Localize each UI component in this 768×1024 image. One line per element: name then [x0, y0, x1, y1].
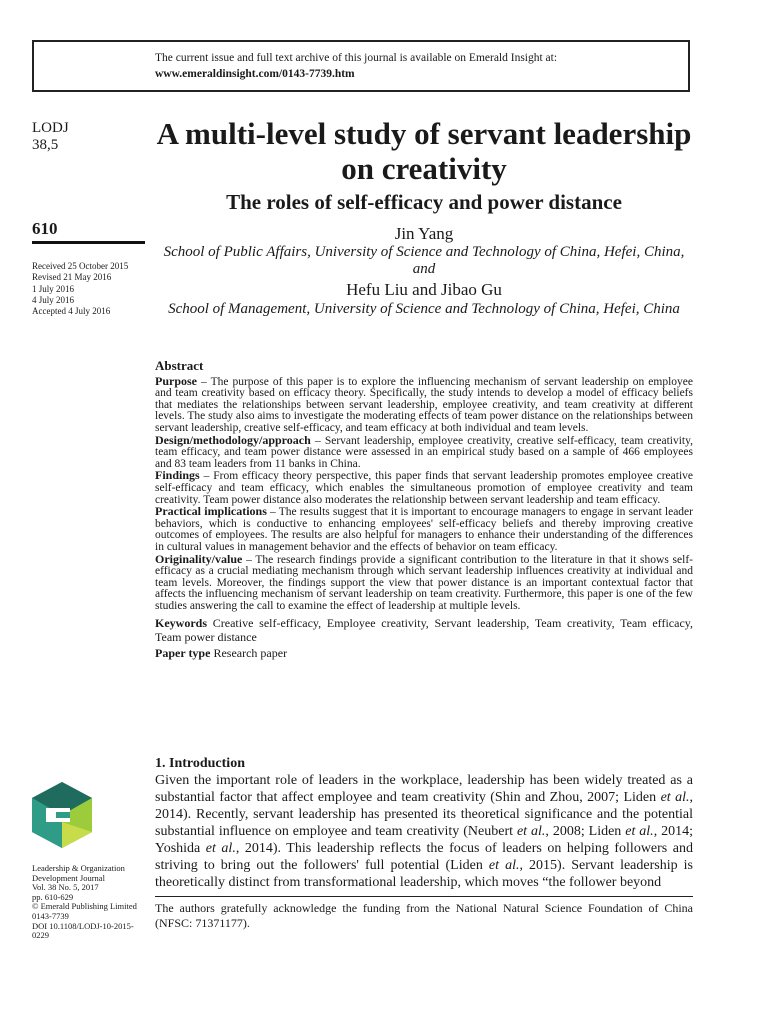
emerald-publisher-logo-icon: [32, 782, 92, 848]
journal-info-box: [32, 40, 690, 92]
date-received: Received 25 October 2015: [32, 261, 129, 271]
journal-code: [32, 120, 69, 154]
author-1-name: Jin Yang: [394, 224, 454, 243]
journal-name-line-2: Development Journal: [32, 872, 105, 883]
date-revised-2: 1 July 2016: [32, 283, 75, 294]
issn: 0143-7739: [32, 910, 69, 921]
journal-name-line-1: Leadership & Organization: [32, 863, 125, 873]
publication-metadata: [32, 864, 150, 941]
article-title: A multi-level study of servant leadership on creativity: [156, 116, 692, 186]
footnote-rule: [155, 896, 693, 897]
abstract-purpose: Purpose – The purpose of this paper is to explore the influencing mechanism of servant leadership on employee and team creativity based on efficacy theory. Specifically, the study intends to develop a model of efficacy beliefs that mediates the relationships between servant leadership, employee creativity, and team creativity at different levels. The study also aims to investigate the moderating effects of team power distance on the relationships between servant leadership, creative self-efficacy, and team efficacy at both individual and team levels.: [155, 373, 694, 434]
abstract-heading: Abstract: [155, 358, 204, 373]
abstract-originality: Originality/value – The research findings provide a significant contribution to the literature in that it shows self-efficacy as a crucial mediating mechanism through which servant leadership influences creativity at individual and team levels. Moreover, the findings support the view that power distance is an important contextual factor that affects the influencing mechanism of servant leadership on team creativity. Furthermore, this paper is one of the few studies answering the call to examine the effect of leadership at multiple levels.: [155, 551, 693, 612]
abstract-findings: Findings – From efficacy theory perspective, this paper finds that servant leadership promotes employee creative self-efficacy and team efficacy, which enables the simultaneous promotion of employee creativity and team creativity. Team power distance also moderates the relationship between servant leadership and team efficacy.: [155, 468, 693, 506]
introduction-paragraph: Given the important role of leaders in the workplace, leadership has been widely treated as a substantial factor that affect employee and team creativity (Shin and Zhou, 2007; Liden et al., 2014). Recently, servant leadership has presented its theoretical significance and the potential substantial influence on employee and team creativity (Neubert et al., 2008; Liden et al., 2014; Yoshida et al., 2014). This leadership reflects the focus of leaders on helping followers and striving to bring out the followers' full potential (Liden et al., 2015). Servant leadership is theoretically distinct from transformational leadership, which moves “the follower beyond: [155, 773, 694, 890]
page-number: 610: [32, 219, 58, 238]
date-accepted: Accepted 4 July 2016: [32, 306, 111, 317]
page-range: pp. 610-629: [32, 891, 74, 902]
copyright: © Emerald Publishing Limited: [32, 901, 137, 912]
page-number-rule: [32, 241, 145, 244]
author-1-affiliation: School of Public Affairs, University of Science and Technology of China, Hefei, China, and: [163, 244, 685, 277]
date-revised-3: 4 July 2016: [32, 294, 75, 305]
journal-url-link[interactable]: www.emeraldinsight.com/0143-7739.htm: [155, 68, 355, 80]
section-heading-introduction: 1. Introduction: [155, 756, 245, 771]
author-2-affiliation: School of Management, University of Science and Technology of China, Hefei, China: [168, 301, 680, 317]
doi: DOI 10.1108/LODJ-10-2015-0229: [32, 920, 134, 941]
journal-volume: 38,5: [32, 137, 59, 153]
article-subtitle: The roles of self-efficacy and power distance: [226, 190, 622, 214]
funding-footnote: The authors gratefully acknowledge the funding from the National Natural Science Foundation of China (NFSC: 71371177).: [155, 901, 693, 930]
abstract-section: [155, 360, 693, 660]
journal-abbreviation: LODJ: [32, 120, 69, 136]
abstract-paper-type: Paper type Research paper: [155, 646, 288, 661]
abstract-keywords: Keywords Creative self-efficacy, Employee creativity, Servant leadership, Team creativity, Team efficacy, Team power distance: [155, 616, 693, 645]
submission-dates: [32, 261, 150, 317]
author-2-names: Hefu Liu and Jibao Gu: [346, 280, 502, 299]
abstract-practical: Practical implications – The results suggest that it is important to encourage managers to engage in servant leader behaviors, which is conductive to enhancing employees' self-efficacy beliefs and thereby improving creative outcomes of employees. The results are also helpful for managers to enhance their understanding of the differences in cultural values in management behavior and the effects of behavior on team efficacy.: [155, 504, 693, 553]
date-revised: Revised 21 May 2016: [32, 272, 112, 283]
volume-issue: Vol. 38 No. 5, 2017: [32, 882, 99, 893]
journal-info-text: The current issue and full text archive of this journal is available on Emerald Insight at:: [155, 52, 558, 64]
abstract-design: Design/methodology/approach – Servant leadership, employee creativity, creative self-efficacy, team creativity, team efficacy, and team power distance were assessed in an empirical study based on a sample of 466 employees and 83 team leaders from 11 banks in China.: [155, 432, 693, 470]
